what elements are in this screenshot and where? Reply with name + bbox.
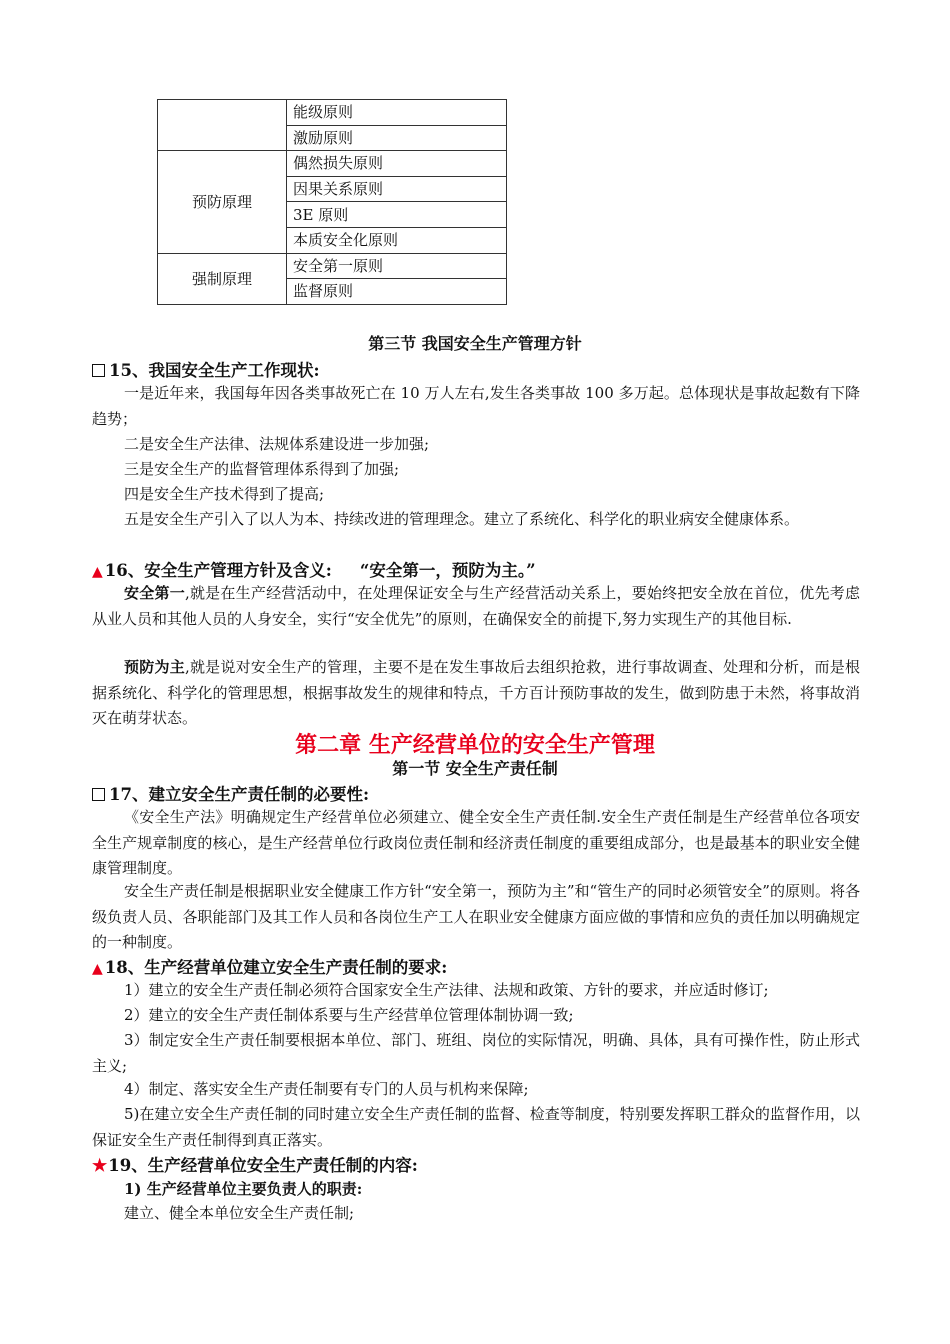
q19-paragraph-1: 建立、健全本单位安全生产责任制; — [124, 1204, 355, 1222]
table-item-cell: 本质安全化原则 — [287, 227, 507, 253]
q19-heading: 19、生产经营单位安全生产责任制的内容: — [108, 1156, 418, 1175]
square-box-icon — [92, 364, 105, 377]
q18-item-1: 1）建立的安全生产责任制必须符合国家安全生产法律、法规和政策、方针的要求，并应适时修订; — [124, 981, 769, 999]
q15-paragraph-2: 二是安全生产法律、法规体系建设进一步加强; — [124, 435, 430, 453]
table-row — [158, 253, 507, 279]
q16-paragraph-1-text: ,就是在生产经营活动中，在处理保证安全与生产经营活动关系上，要始终把安全放在首位，优先考虑从业人员和其他人员的人身安全，实行“安全优先”的原则，在确保安全的前提下,努力实现生产的其他目标. — [92, 584, 860, 628]
table-item-cell: 激励原则 — [287, 125, 507, 151]
red-triangle-icon: ▲ — [92, 564, 103, 580]
q15-paragraph-4: 四是安全生产技术得到了提高; — [124, 485, 325, 503]
table-item-cell: 3E 原则 — [287, 202, 507, 228]
section3-title: 第三节 我国安全生产管理方针 — [368, 334, 582, 353]
chapter2-title: 第二章 生产经营单位的安全生产管理 — [295, 732, 655, 758]
q18-item-3: 3）制定安全生产责任制要根据本单位、部门、班组、岗位的实际情况，明确、具体，具有可操作性，防止形式主义; — [92, 1031, 860, 1075]
q15-heading-line — [92, 357, 320, 381]
chapter2-section1-title: 第一节 安全生产责任制 — [392, 759, 558, 778]
q19-heading-line — [92, 1152, 418, 1176]
q16-paragraph-1 — [92, 581, 860, 632]
q15-paragraph-3: 三是安全生产的监督管理体系得到了加强; — [124, 460, 400, 478]
q18-item-5: 5)在建立安全生产责任制的同时建立安全生产责任制的监督、检查等制度，特别要发挥职工群众的监督作用，以保证安全生产责任制得到真正落实。 — [92, 1105, 860, 1149]
q17-paragraph-2: 安全生产责任制是根据职业安全健康工作方针“安全第一，预防为主”和“管生产的同时必须管安全”的原则。将各级负责人员、各职能部门及其工作人员和各岗位生产工人在职业安全健康方面应做的事情和应负的责任加以明确规定的一种制度。 — [92, 882, 860, 952]
q16-motto: “安全第一，预防为主。” — [359, 561, 536, 580]
red-triangle-icon: ▲ — [92, 961, 103, 977]
table-group-cell-empty — [158, 100, 287, 151]
q18-item-2: 2）建立的安全生产责任制体系要与生产经营单位管理体制协调一致; — [124, 1006, 574, 1024]
table-row — [158, 151, 507, 177]
q17-paragraph-1: 《安全生产法》明确规定生产经营单位必须建立、健全安全生产责任制.安全生产责任制是生产经营单位各项安全生产规章制度的核心，是生产经营单位行政岗位责任制和经济责任制度的重要组成部分，也是最基本的职业安全健康管理制度。 — [92, 808, 860, 878]
q15-heading: 15、我国安全生产工作现状: — [109, 361, 320, 380]
q18-item-4: 4）制定、落实安全生产责任制要有专门的人员与机构来保障; — [124, 1080, 529, 1098]
table-item-cell: 能级原则 — [287, 100, 507, 126]
table-group-cell-prevention: 预防原理 — [158, 151, 287, 253]
table-item-cell: 因果关系原则 — [287, 176, 507, 202]
q15-paragraph-1: 一是近年来，我国每年因各类事故死亡在 10 万人左右,发生各类事故 100 多万起。总体现状是事故起数有下降趋势； — [92, 384, 860, 428]
q19-subheading: 1) 生产经营单位主要负责人的职责: — [124, 1180, 363, 1198]
q16-paragraph-2 — [92, 655, 860, 732]
q16-paragraph-2-text: ,就是说对安全生产的管理，主要不是在发生事故后去组织抢救，进行事故调查、处理和分析，而是根据系统化、科学化的管理思想，根据事故发生的规律和特点，千方百计预防事故的发生，做到防患于未然，将事故消灭在萌芽状态。 — [92, 658, 860, 728]
principles-table — [157, 99, 507, 305]
table-item-cell: 偶然损失原则 — [287, 151, 507, 177]
table-item-cell: 安全第一原则 — [287, 253, 507, 279]
q16-term-prevention-first: 预防为主 — [124, 658, 185, 676]
q15-paragraph-5: 五是安全生产引入了以人为本、持续改进的管理理念。建立了系统化、科学化的职业病安全健康体系。 — [124, 510, 800, 528]
table-group-cell-compulsion: 强制原理 — [158, 253, 287, 304]
q18-heading-line — [92, 954, 447, 978]
q16-heading-line — [92, 557, 536, 581]
red-star-icon: ★ — [92, 1156, 108, 1176]
q17-heading-line — [92, 781, 369, 805]
table-item-cell: 监督原则 — [287, 279, 507, 305]
square-box-icon — [92, 788, 105, 801]
q18-heading: 18、生产经营单位建立安全生产责任制的要求: — [104, 958, 448, 977]
q17-heading: 17、建立安全生产责任制的必要性: — [109, 785, 370, 804]
q16-term-safety-first: 安全第一 — [124, 584, 185, 602]
table-row — [158, 100, 507, 126]
q16-heading: 16、安全生产管理方针及含义: — [104, 561, 332, 580]
